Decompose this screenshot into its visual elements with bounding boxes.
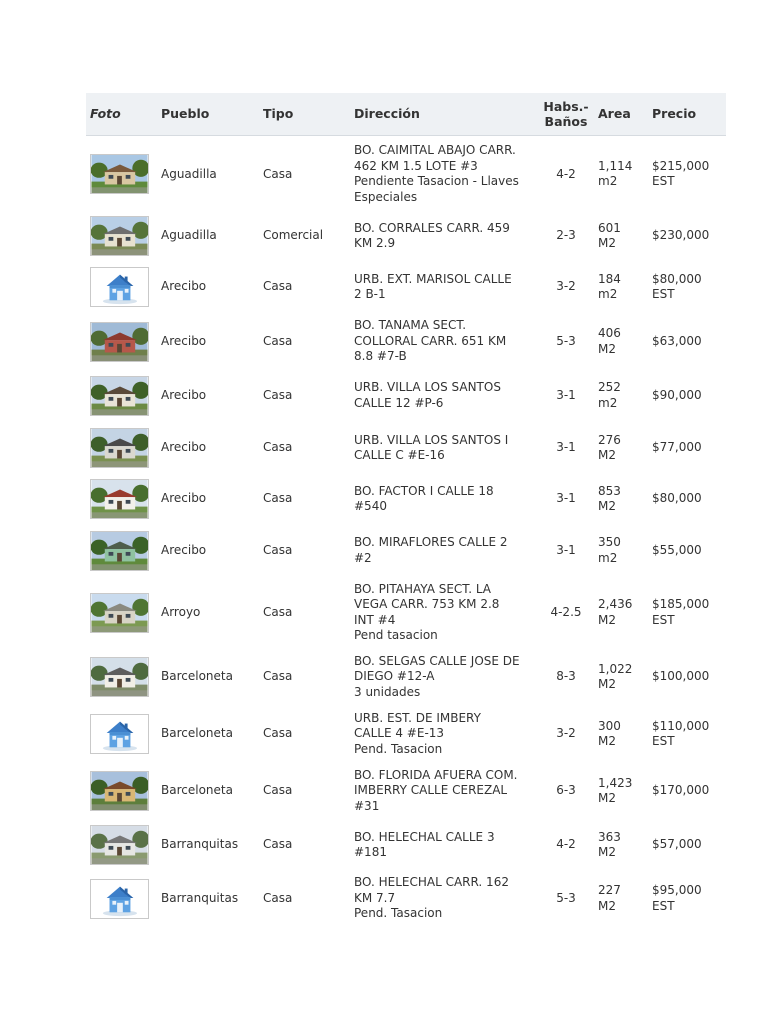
cell-area-line: 853	[598, 483, 621, 498]
property-photo[interactable]	[90, 322, 149, 362]
cell-area-line: M2	[598, 612, 616, 627]
header-direccion: Dirección	[350, 93, 538, 136]
cell-habs-banos: 3-1	[556, 491, 576, 506]
cell-habs-banos: 8-3	[556, 669, 576, 684]
cell-direccion	[350, 871, 538, 927]
cell-area-line: M2	[598, 898, 616, 913]
cell-direccion-line: 8.8 #7-B	[354, 349, 407, 364]
cell-tipo: Casa	[263, 279, 293, 294]
cell-direccion-line: URB. VILLA LOS SANTOS	[354, 380, 501, 394]
cell-direccion	[350, 763, 538, 820]
cell-area-line: 276	[598, 432, 621, 447]
cell-direccion	[350, 649, 538, 706]
cell-precio	[648, 423, 726, 474]
table-row	[86, 525, 726, 577]
cell-foto	[86, 577, 157, 649]
cell-area-line: 350	[598, 535, 621, 549]
cell-direccion-line: #540	[354, 499, 387, 513]
cell-precio-line: $80,000	[652, 491, 702, 506]
cell-direccion-line: URB. EST. DE IMBERY	[354, 710, 481, 725]
cell-area-line: m2	[598, 550, 618, 565]
table-row	[86, 820, 726, 871]
cell-precio-line: $215,000	[652, 158, 710, 173]
cell-area-line: M2	[598, 236, 616, 250]
cell-pueblo: Barceloneta	[161, 726, 233, 741]
cell-direccion-line: BO. CORRALES CARR. 459	[354, 220, 510, 235]
property-photo[interactable]	[90, 376, 149, 416]
cell-pueblo: Arecibo	[161, 440, 207, 455]
cell-precio	[648, 763, 726, 820]
cell-direccion	[350, 369, 538, 423]
cell-foto	[86, 649, 157, 706]
cell-direccion-line: INT #4	[354, 612, 396, 627]
cell-precio-line: $95,000	[652, 883, 702, 897]
cell-habs-banos: 3-1	[556, 440, 576, 455]
cell-area-line: M2	[598, 341, 616, 356]
cell-area-line: 406	[598, 326, 621, 340]
cell-direccion-line: KM 7.7	[354, 890, 396, 905]
cell-precio	[648, 315, 726, 369]
header-foto: Foto	[86, 93, 157, 136]
cell-precio-line: EST	[652, 734, 675, 748]
cell-area-line: 2,436	[598, 597, 633, 611]
cell-direccion-line: #181	[354, 845, 387, 859]
cell-direccion-line: BO. SELGAS CALLE JOSE DE	[354, 653, 520, 668]
cell-direccion	[350, 260, 538, 315]
cell-foto	[86, 820, 157, 871]
cell-foto	[86, 474, 157, 525]
cell-habs-banos: 3-1	[556, 542, 576, 557]
cell-direccion	[350, 820, 538, 871]
cell-direccion-line: COLLORAL CARR. 651 KM	[354, 333, 507, 348]
property-photo[interactable]	[90, 657, 149, 697]
cell-area-line: 1,022	[598, 661, 633, 676]
property-photo[interactable]	[90, 593, 149, 633]
cell-precio-line: EST	[652, 612, 675, 627]
cell-area	[594, 369, 648, 423]
table-row	[86, 649, 726, 706]
cell-area-line: M2	[598, 677, 616, 691]
cell-precio-line: EST	[652, 287, 675, 301]
property-photo[interactable]	[90, 216, 149, 256]
cell-direccion-line: #31	[354, 798, 380, 813]
cell-area	[594, 315, 648, 369]
table-row	[86, 423, 726, 474]
cell-area-line: 1,114	[598, 158, 633, 173]
cell-precio-line: $57,000	[652, 837, 702, 852]
cell-direccion	[350, 577, 538, 649]
cell-direccion	[350, 423, 538, 474]
property-photo[interactable]	[90, 825, 149, 865]
cell-tipo: Casa	[263, 333, 293, 348]
table-row	[86, 706, 726, 763]
cell-habs-banos: 3-2	[556, 726, 576, 741]
cell-tipo: Casa	[263, 491, 293, 506]
cell-direccion-line: 462 KM 1.5 LOTE #3	[354, 158, 478, 173]
cell-area-line: M2	[598, 845, 616, 859]
cell-direccion-line: Pend tasacion	[354, 628, 438, 642]
cell-area-line: M2	[598, 448, 616, 462]
cell-direccion-line: BO. FACTOR I CALLE 18	[354, 483, 494, 498]
cell-tipo: Casa	[263, 726, 293, 741]
cell-direccion	[350, 213, 538, 260]
cell-precio-line: $55,000	[652, 542, 702, 557]
cell-direccion-line: BO. PITAHAYA SECT. LA	[354, 581, 491, 596]
cell-precio-line: $63,000	[652, 333, 702, 348]
cell-area-line: 363	[598, 829, 621, 844]
cell-foto	[86, 871, 157, 927]
cell-direccion-line: BO. HELECHAL CALLE 3	[354, 829, 495, 844]
cell-area-line: 252	[598, 380, 621, 394]
table-row	[86, 260, 726, 315]
table-row	[86, 315, 726, 369]
cell-habs-banos: 5-3	[556, 890, 576, 905]
cell-area	[594, 577, 648, 649]
cell-habs-banos: 6-3	[556, 783, 576, 798]
header-pueblo: Pueblo	[157, 93, 259, 136]
cell-pueblo: Arroyo	[161, 604, 201, 619]
cell-area	[594, 260, 648, 315]
table-row	[86, 474, 726, 525]
cell-precio	[648, 871, 726, 927]
cell-tipo: Casa	[263, 542, 293, 557]
cell-tipo: Casa	[263, 837, 293, 852]
cell-pueblo: Arecibo	[161, 491, 207, 506]
cell-precio	[648, 706, 726, 763]
cell-area	[594, 136, 648, 213]
cell-precio	[648, 577, 726, 649]
cell-area	[594, 649, 648, 706]
cell-direccion-line: CALLE C #E-16	[354, 448, 445, 462]
cell-direccion	[350, 706, 538, 763]
cell-foto	[86, 315, 157, 369]
cell-pueblo: Barranquitas	[161, 890, 239, 905]
table-row	[86, 136, 726, 213]
cell-direccion-line: VEGA CARR. 753 KM 2.8	[354, 597, 500, 611]
cell-tipo: Casa	[263, 604, 293, 619]
cell-direccion-line: Pend. Tasacion	[354, 906, 443, 921]
placeholder-house-icon[interactable]	[90, 879, 149, 919]
cell-habs-banos: 3-2	[556, 279, 576, 294]
cell-direccion-line: URB. VILLA LOS SANTOS I	[354, 432, 509, 447]
cell-precio	[648, 820, 726, 871]
cell-habs-banos: 2-3	[556, 228, 576, 243]
table-row	[86, 763, 726, 820]
cell-precio	[648, 474, 726, 525]
cell-pueblo: Arecibo	[161, 387, 207, 402]
cell-area	[594, 525, 648, 577]
header-tipo: Tipo	[259, 93, 350, 136]
cell-direccion-line: 2 B-1	[354, 287, 386, 301]
cell-habs-banos: 5-3	[556, 333, 576, 348]
cell-habs-banos: 3-1	[556, 387, 576, 402]
cell-tipo: Casa	[263, 783, 293, 798]
property-photo[interactable]	[90, 531, 149, 571]
cell-direccion-line: DIEGO #12-A	[354, 669, 435, 684]
cell-foto	[86, 136, 157, 213]
property-photo[interactable]	[90, 479, 149, 519]
cell-area	[594, 706, 648, 763]
cell-precio	[648, 136, 726, 213]
cell-foto	[86, 423, 157, 474]
cell-direccion-line: #2	[354, 550, 372, 565]
cell-precio-line: $100,000	[652, 669, 710, 684]
cell-direccion-line: BO. FLORIDA AFUERA COM.	[354, 767, 518, 782]
cell-direccion-line: Especiales	[354, 189, 418, 204]
cell-precio-line: $77,000	[652, 440, 702, 455]
cell-area-line: 227	[598, 883, 621, 897]
cell-area	[594, 423, 648, 474]
cell-direccion-line: BO. MIRAFLORES CALLE 2	[354, 535, 508, 549]
header-area: Area	[594, 93, 648, 136]
table-row	[86, 577, 726, 649]
cell-area-line: m2	[598, 174, 618, 189]
cell-pueblo: Arecibo	[161, 333, 207, 348]
cell-direccion-line: Pend. Tasacion	[354, 741, 443, 756]
cell-precio	[648, 369, 726, 423]
cell-area-line: m2	[598, 287, 618, 301]
cell-area-line: 601	[598, 220, 621, 235]
placeholder-house-icon[interactable]	[90, 714, 149, 754]
table-header-row	[86, 93, 726, 136]
cell-habs-banos: 4-2.5	[550, 604, 582, 619]
cell-precio-line: $170,000	[652, 783, 710, 798]
cell-precio-line: $80,000	[652, 271, 702, 286]
cell-precio-line: EST	[652, 174, 675, 189]
cell-area-line: M2	[598, 734, 616, 748]
cell-pueblo: Aguadilla	[161, 166, 217, 181]
cell-habs-banos: 4-2	[556, 837, 576, 852]
placeholder-house-icon[interactable]	[90, 267, 149, 307]
cell-pueblo: Arecibo	[161, 542, 207, 557]
property-photo[interactable]	[90, 154, 149, 194]
cell-precio	[648, 649, 726, 706]
cell-area-line: M2	[598, 791, 616, 805]
cell-direccion-line: 3 unidades	[354, 684, 421, 699]
cell-pueblo: Barceloneta	[161, 669, 233, 684]
cell-foto	[86, 525, 157, 577]
cell-tipo: Casa	[263, 387, 293, 402]
property-photo[interactable]	[90, 771, 149, 811]
cell-direccion	[350, 474, 538, 525]
cell-direccion-line: BO. CAIMITAL ABAJO CARR.	[354, 143, 516, 158]
cell-area	[594, 871, 648, 927]
cell-area	[594, 213, 648, 260]
cell-foto	[86, 369, 157, 423]
cell-area-line: 184	[598, 271, 621, 286]
cell-foto	[86, 260, 157, 315]
table-row	[86, 369, 726, 423]
cell-habs-banos: 4-2	[556, 166, 576, 181]
cell-direccion-line: URB. EXT. MARISOL CALLE	[354, 271, 512, 286]
cell-direccion-line: KM 2.9	[354, 236, 396, 250]
cell-tipo: Casa	[263, 669, 293, 684]
cell-precio	[648, 213, 726, 260]
cell-precio-line: $185,000	[652, 597, 710, 611]
cell-precio-line: EST	[652, 898, 675, 913]
cell-tipo: Casa	[263, 166, 293, 181]
cell-direccion	[350, 136, 538, 213]
header-precio: Precio	[648, 93, 726, 136]
cell-pueblo: Arecibo	[161, 279, 207, 294]
cell-precio	[648, 260, 726, 315]
cell-foto	[86, 763, 157, 820]
cell-area	[594, 474, 648, 525]
cell-direccion	[350, 525, 538, 577]
cell-pueblo: Barranquitas	[161, 837, 239, 852]
cell-direccion-line: Pendiente Tasacion - Llaves	[354, 174, 519, 189]
cell-precio-line: $110,000	[652, 718, 710, 733]
cell-area-line: m2	[598, 395, 618, 410]
cell-direccion-line: BO. TANAMA SECT.	[354, 318, 467, 333]
cell-precio-line: $90,000	[652, 387, 702, 402]
cell-direccion-line: BO. HELECHAL CARR. 162	[354, 875, 509, 890]
cell-area-line: M2	[598, 499, 616, 513]
header-banos: Baños	[544, 114, 588, 129]
cell-area	[594, 763, 648, 820]
cell-direccion-line: IMBERRY CALLE CEREZAL	[354, 783, 508, 798]
cell-tipo: Comercial	[263, 228, 324, 243]
cell-area-line: 300	[598, 718, 621, 733]
cell-tipo: Casa	[263, 890, 293, 905]
cell-direccion-line: CALLE 4 #E-13	[354, 726, 445, 741]
cell-direccion-line: CALLE 12 #P-6	[354, 395, 444, 410]
header-habs: Habs.-	[543, 99, 589, 114]
header-habs-banos	[538, 93, 594, 136]
cell-foto	[86, 213, 157, 260]
cell-direccion	[350, 315, 538, 369]
cell-precio-line: $230,000	[652, 228, 710, 243]
property-photo[interactable]	[90, 428, 149, 468]
cell-area-line: 1,423	[598, 775, 633, 790]
cell-foto	[86, 706, 157, 763]
table-row	[86, 871, 726, 927]
cell-precio	[648, 525, 726, 577]
table-row	[86, 213, 726, 260]
cell-pueblo: Barceloneta	[161, 783, 233, 798]
cell-area	[594, 820, 648, 871]
cell-tipo: Casa	[263, 440, 293, 455]
cell-pueblo: Aguadilla	[161, 228, 217, 243]
listings-table	[86, 93, 726, 927]
